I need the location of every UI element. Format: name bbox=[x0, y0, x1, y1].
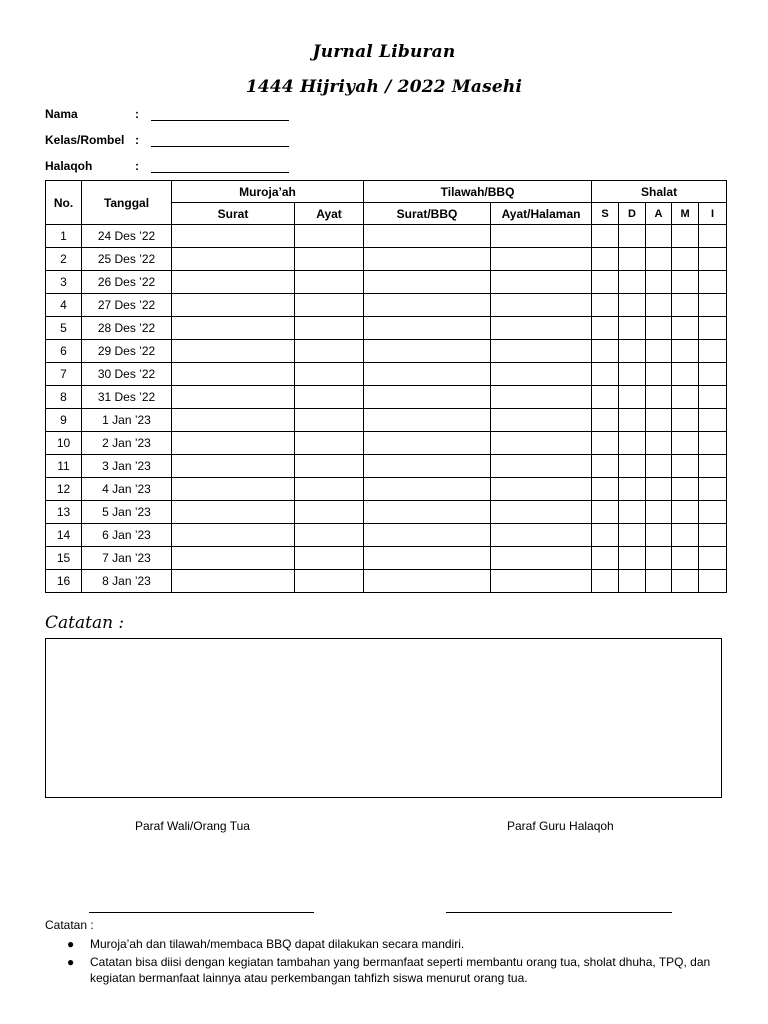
row-number: 14 bbox=[46, 524, 82, 547]
tilawah-surat-cell[interactable] bbox=[364, 547, 491, 570]
murojaah-ayat-cell[interactable] bbox=[295, 386, 364, 409]
table-row bbox=[46, 409, 727, 432]
murojaah-surat-cell[interactable] bbox=[172, 363, 295, 386]
kelas-rombel-input-line bbox=[151, 146, 289, 147]
tilawah-ayat-cell[interactable] bbox=[491, 409, 592, 432]
table-row bbox=[46, 501, 727, 524]
header-surat-bbq: Surat/BBQ bbox=[364, 203, 491, 225]
row-date: 26 Des ’22 bbox=[82, 271, 172, 294]
tilawah-ayat-cell[interactable] bbox=[491, 294, 592, 317]
row-number: 7 bbox=[46, 363, 82, 386]
murojaah-ayat-cell[interactable] bbox=[295, 455, 364, 478]
halaqoh-label: Halaqoh bbox=[45, 159, 93, 173]
signature-parent-label: Paraf Wali/Orang Tua bbox=[135, 819, 250, 833]
shalat-i-cell[interactable] bbox=[699, 547, 727, 570]
shalat-m-cell[interactable] bbox=[672, 547, 699, 570]
shalat-i-cell[interactable] bbox=[699, 248, 727, 271]
row-number: 4 bbox=[46, 294, 82, 317]
row-date: 5 Jan ’23 bbox=[82, 501, 172, 524]
tilawah-ayat-cell[interactable] bbox=[491, 524, 592, 547]
shalat-d-cell[interactable] bbox=[619, 409, 646, 432]
murojaah-surat-cell[interactable] bbox=[172, 317, 295, 340]
row-date: 8 Jan ’23 bbox=[82, 570, 172, 593]
shalat-m-cell[interactable] bbox=[672, 271, 699, 294]
shalat-m-cell[interactable] bbox=[672, 478, 699, 501]
tilawah-surat-cell[interactable] bbox=[364, 501, 491, 524]
row-number: 16 bbox=[46, 570, 82, 593]
shalat-s-cell[interactable] bbox=[592, 524, 619, 547]
row-number: 8 bbox=[46, 386, 82, 409]
nama-field bbox=[45, 106, 151, 122]
footnote-text: Catatan bisa diisi dengan kegiatan tambahan yang bermanfaat seperti membantu orang tua, sholat dhuha, TPQ, dan kegiatan bermanfaat lainnya atau perkembangan tahfizh siswa menurut orang tua. bbox=[90, 955, 711, 985]
row-date: 31 Des ’22 bbox=[82, 386, 172, 409]
shalat-m-cell[interactable] bbox=[672, 317, 699, 340]
table-row bbox=[46, 363, 727, 386]
shalat-m-cell[interactable] bbox=[672, 524, 699, 547]
kelas-rombel-colon: : bbox=[135, 133, 139, 147]
row-date: 24 Des ’22 bbox=[82, 225, 172, 248]
shalat-d-cell[interactable] bbox=[619, 501, 646, 524]
murojaah-ayat-cell[interactable] bbox=[295, 225, 364, 248]
row-number: 3 bbox=[46, 271, 82, 294]
shalat-s-cell[interactable] bbox=[592, 432, 619, 455]
nama-input-line bbox=[151, 120, 289, 121]
murojaah-ayat-cell[interactable] bbox=[295, 271, 364, 294]
table-body bbox=[46, 225, 727, 593]
table-row bbox=[46, 340, 727, 363]
header-shalat-a: A bbox=[646, 203, 672, 225]
shalat-d-cell[interactable] bbox=[619, 570, 646, 593]
row-number: 13 bbox=[46, 501, 82, 524]
row-date: 4 Jan ’23 bbox=[82, 478, 172, 501]
tilawah-surat-cell[interactable] bbox=[364, 340, 491, 363]
row-date: 6 Jan ’23 bbox=[82, 524, 172, 547]
shalat-s-cell[interactable] bbox=[592, 340, 619, 363]
tilawah-surat-cell[interactable] bbox=[364, 570, 491, 593]
shalat-a-cell[interactable] bbox=[646, 455, 672, 478]
murojaah-surat-cell[interactable] bbox=[172, 248, 295, 271]
shalat-i-cell[interactable] bbox=[699, 363, 727, 386]
signature-parent-line bbox=[89, 912, 314, 913]
murojaah-ayat-cell[interactable] bbox=[295, 547, 364, 570]
header-shalat-d: D bbox=[619, 203, 646, 225]
header-shalat-m: M bbox=[672, 203, 699, 225]
shalat-d-cell[interactable] bbox=[619, 455, 646, 478]
shalat-m-cell[interactable] bbox=[672, 386, 699, 409]
murojaah-ayat-cell[interactable] bbox=[295, 248, 364, 271]
murojaah-surat-cell[interactable] bbox=[172, 524, 295, 547]
header-no: No. bbox=[46, 181, 82, 225]
shalat-d-cell[interactable] bbox=[619, 524, 646, 547]
murojaah-ayat-cell[interactable] bbox=[295, 570, 364, 593]
murojaah-ayat-cell[interactable] bbox=[295, 501, 364, 524]
shalat-i-cell[interactable] bbox=[699, 340, 727, 363]
bullet-icon: ● bbox=[67, 955, 75, 969]
murojaah-ayat-cell[interactable] bbox=[295, 294, 364, 317]
table-row bbox=[46, 570, 727, 593]
row-number: 1 bbox=[46, 225, 82, 248]
murojaah-ayat-cell[interactable] bbox=[295, 317, 364, 340]
murojaah-surat-cell[interactable] bbox=[172, 455, 295, 478]
row-date: 29 Des ’22 bbox=[82, 340, 172, 363]
murojaah-ayat-cell[interactable] bbox=[295, 524, 364, 547]
murojaah-surat-cell[interactable] bbox=[172, 432, 295, 455]
shalat-i-cell[interactable] bbox=[699, 317, 727, 340]
header-shalat-i: I bbox=[699, 203, 727, 225]
shalat-d-cell[interactable] bbox=[619, 363, 646, 386]
shalat-m-cell[interactable] bbox=[672, 570, 699, 593]
shalat-s-cell[interactable] bbox=[592, 294, 619, 317]
row-number: 6 bbox=[46, 340, 82, 363]
shalat-m-cell[interactable] bbox=[672, 455, 699, 478]
shalat-s-cell[interactable] bbox=[592, 271, 619, 294]
murojaah-ayat-cell[interactable] bbox=[295, 340, 364, 363]
row-date: 3 Jan ’23 bbox=[82, 455, 172, 478]
murojaah-surat-cell[interactable] bbox=[172, 271, 295, 294]
shalat-d-cell[interactable] bbox=[619, 225, 646, 248]
tilawah-surat-cell[interactable] bbox=[364, 363, 491, 386]
table-row bbox=[46, 317, 727, 340]
shalat-m-cell[interactable] bbox=[672, 363, 699, 386]
shalat-s-cell[interactable] bbox=[592, 547, 619, 570]
shalat-d-cell[interactable] bbox=[619, 547, 646, 570]
shalat-s-cell[interactable] bbox=[592, 570, 619, 593]
row-number: 9 bbox=[46, 409, 82, 432]
shalat-a-cell[interactable] bbox=[646, 225, 672, 248]
document-title: Jurnal Liburan bbox=[312, 42, 456, 62]
header-tanggal: Tanggal bbox=[82, 181, 172, 225]
header-surat: Surat bbox=[172, 203, 295, 225]
row-number: 5 bbox=[46, 317, 82, 340]
shalat-s-cell[interactable] bbox=[592, 501, 619, 524]
tilawah-ayat-cell[interactable] bbox=[491, 455, 592, 478]
shalat-a-cell[interactable] bbox=[646, 271, 672, 294]
shalat-a-cell[interactable] bbox=[646, 524, 672, 547]
row-number: 12 bbox=[46, 478, 82, 501]
kelas-rombel-field bbox=[45, 132, 151, 148]
shalat-m-cell[interactable] bbox=[672, 432, 699, 455]
footnote-item bbox=[45, 954, 735, 986]
header-tilawah: Tilawah/BBQ bbox=[364, 181, 592, 203]
shalat-a-cell[interactable] bbox=[646, 432, 672, 455]
tilawah-ayat-cell[interactable] bbox=[491, 271, 592, 294]
nama-label: Nama bbox=[45, 107, 78, 121]
tilawah-ayat-cell[interactable] bbox=[491, 547, 592, 570]
shalat-s-cell[interactable] bbox=[592, 317, 619, 340]
murojaah-ayat-cell[interactable] bbox=[295, 432, 364, 455]
notes-box[interactable] bbox=[45, 638, 722, 798]
header-murojaah: Muroja’ah bbox=[172, 181, 364, 203]
shalat-s-cell[interactable] bbox=[592, 455, 619, 478]
notes-heading: Catatan : bbox=[45, 613, 125, 633]
shalat-i-cell[interactable] bbox=[699, 386, 727, 409]
halaqoh-input-line bbox=[151, 172, 289, 173]
murojaah-surat-cell[interactable] bbox=[172, 547, 295, 570]
tilawah-ayat-cell[interactable] bbox=[491, 570, 592, 593]
tilawah-surat-cell[interactable] bbox=[364, 409, 491, 432]
murojaah-ayat-cell[interactable] bbox=[295, 478, 364, 501]
shalat-s-cell[interactable] bbox=[592, 409, 619, 432]
halaqoh-colon: : bbox=[135, 159, 139, 173]
table-row bbox=[46, 271, 727, 294]
tilawah-surat-cell[interactable] bbox=[364, 478, 491, 501]
header-shalat: Shalat bbox=[592, 181, 727, 203]
tilawah-ayat-cell[interactable] bbox=[491, 501, 592, 524]
header-ayat: Ayat bbox=[295, 203, 364, 225]
row-number: 2 bbox=[46, 248, 82, 271]
kelas-rombel-label: Kelas/Rombel bbox=[45, 133, 125, 147]
murojaah-surat-cell[interactable] bbox=[172, 340, 295, 363]
shalat-d-cell[interactable] bbox=[619, 386, 646, 409]
tilawah-ayat-cell[interactable] bbox=[491, 225, 592, 248]
table-row bbox=[46, 294, 727, 317]
murojaah-surat-cell[interactable] bbox=[172, 225, 295, 248]
row-number: 15 bbox=[46, 547, 82, 570]
shalat-a-cell[interactable] bbox=[646, 294, 672, 317]
row-date: 7 Jan ’23 bbox=[82, 547, 172, 570]
header-shalat-s: S bbox=[592, 203, 619, 225]
shalat-i-cell[interactable] bbox=[699, 225, 727, 248]
tilawah-surat-cell[interactable] bbox=[364, 524, 491, 547]
murojaah-surat-cell[interactable] bbox=[172, 409, 295, 432]
footnote-title: Catatan : bbox=[45, 918, 94, 932]
row-date: 1 Jan ’23 bbox=[82, 409, 172, 432]
shalat-d-cell[interactable] bbox=[619, 432, 646, 455]
shalat-m-cell[interactable] bbox=[672, 294, 699, 317]
tilawah-ayat-cell[interactable] bbox=[491, 248, 592, 271]
journal-table bbox=[45, 180, 727, 593]
row-number: 11 bbox=[46, 455, 82, 478]
shalat-a-cell[interactable] bbox=[646, 570, 672, 593]
tilawah-surat-cell[interactable] bbox=[364, 294, 491, 317]
tilawah-surat-cell[interactable] bbox=[364, 248, 491, 271]
signature-teacher-line bbox=[446, 912, 672, 913]
nama-colon: : bbox=[135, 107, 139, 121]
row-date: 28 Des ’22 bbox=[82, 317, 172, 340]
tilawah-ayat-cell[interactable] bbox=[491, 432, 592, 455]
row-date: 27 Des ’22 bbox=[82, 294, 172, 317]
murojaah-ayat-cell[interactable] bbox=[295, 409, 364, 432]
tilawah-ayat-cell[interactable] bbox=[491, 363, 592, 386]
shalat-m-cell[interactable] bbox=[672, 501, 699, 524]
table-row bbox=[46, 248, 727, 271]
shalat-a-cell[interactable] bbox=[646, 248, 672, 271]
footnote-list bbox=[45, 936, 735, 988]
row-date: 30 Des ’22 bbox=[82, 363, 172, 386]
table-row bbox=[46, 524, 727, 547]
murojaah-surat-cell[interactable] bbox=[172, 294, 295, 317]
tilawah-ayat-cell[interactable] bbox=[491, 340, 592, 363]
shalat-i-cell[interactable] bbox=[699, 271, 727, 294]
tilawah-surat-cell[interactable] bbox=[364, 432, 491, 455]
shalat-i-cell[interactable] bbox=[699, 570, 727, 593]
shalat-d-cell[interactable] bbox=[619, 478, 646, 501]
tilawah-surat-cell[interactable] bbox=[364, 386, 491, 409]
shalat-i-cell[interactable] bbox=[699, 294, 727, 317]
shalat-s-cell[interactable] bbox=[592, 478, 619, 501]
shalat-d-cell[interactable] bbox=[619, 317, 646, 340]
tilawah-ayat-cell[interactable] bbox=[491, 317, 592, 340]
footnote-item bbox=[45, 936, 735, 952]
shalat-s-cell[interactable] bbox=[592, 386, 619, 409]
murojaah-ayat-cell[interactable] bbox=[295, 363, 364, 386]
footnote-text: Muroja’ah dan tilawah/membaca BBQ dapat dilakukan secara mandiri. bbox=[90, 937, 465, 951]
header-ayat-halaman: Ayat/Halaman bbox=[491, 203, 592, 225]
shalat-m-cell[interactable] bbox=[672, 340, 699, 363]
shalat-i-cell[interactable] bbox=[699, 455, 727, 478]
tilawah-ayat-cell[interactable] bbox=[491, 386, 592, 409]
table-row bbox=[46, 386, 727, 409]
shalat-i-cell[interactable] bbox=[699, 409, 727, 432]
shalat-m-cell[interactable] bbox=[672, 225, 699, 248]
tilawah-surat-cell[interactable] bbox=[364, 455, 491, 478]
signature-teacher-label: Paraf Guru Halaqoh bbox=[507, 819, 614, 833]
tilawah-surat-cell[interactable] bbox=[364, 317, 491, 340]
shalat-m-cell[interactable] bbox=[672, 248, 699, 271]
shalat-d-cell[interactable] bbox=[619, 340, 646, 363]
row-number: 10 bbox=[46, 432, 82, 455]
document-subtitle: 1444 Hijriyah / 2022 Masehi bbox=[245, 77, 523, 97]
shalat-s-cell[interactable] bbox=[592, 248, 619, 271]
shalat-m-cell[interactable] bbox=[672, 409, 699, 432]
shalat-i-cell[interactable] bbox=[699, 501, 727, 524]
bullet-icon: ● bbox=[67, 937, 75, 951]
table-row bbox=[46, 478, 727, 501]
table-row bbox=[46, 455, 727, 478]
shalat-s-cell[interactable] bbox=[592, 363, 619, 386]
table-row bbox=[46, 432, 727, 455]
tilawah-surat-cell[interactable] bbox=[364, 225, 491, 248]
shalat-a-cell[interactable] bbox=[646, 363, 672, 386]
murojaah-surat-cell[interactable] bbox=[172, 570, 295, 593]
shalat-i-cell[interactable] bbox=[699, 432, 727, 455]
shalat-i-cell[interactable] bbox=[699, 478, 727, 501]
row-date: 2 Jan ’23 bbox=[82, 432, 172, 455]
murojaah-surat-cell[interactable] bbox=[172, 478, 295, 501]
halaqoh-field bbox=[45, 158, 151, 174]
murojaah-surat-cell[interactable] bbox=[172, 386, 295, 409]
shalat-a-cell[interactable] bbox=[646, 547, 672, 570]
murojaah-surat-cell[interactable] bbox=[172, 501, 295, 524]
shalat-a-cell[interactable] bbox=[646, 317, 672, 340]
table-row bbox=[46, 225, 727, 248]
shalat-a-cell[interactable] bbox=[646, 478, 672, 501]
shalat-i-cell[interactable] bbox=[699, 524, 727, 547]
tilawah-ayat-cell[interactable] bbox=[491, 478, 592, 501]
shalat-a-cell[interactable] bbox=[646, 340, 672, 363]
shalat-d-cell[interactable] bbox=[619, 271, 646, 294]
shalat-d-cell[interactable] bbox=[619, 248, 646, 271]
table-row bbox=[46, 547, 727, 570]
shalat-a-cell[interactable] bbox=[646, 501, 672, 524]
tilawah-surat-cell[interactable] bbox=[364, 271, 491, 294]
shalat-a-cell[interactable] bbox=[646, 409, 672, 432]
shalat-d-cell[interactable] bbox=[619, 294, 646, 317]
shalat-s-cell[interactable] bbox=[592, 225, 619, 248]
row-date: 25 Des ’22 bbox=[82, 248, 172, 271]
shalat-a-cell[interactable] bbox=[646, 386, 672, 409]
